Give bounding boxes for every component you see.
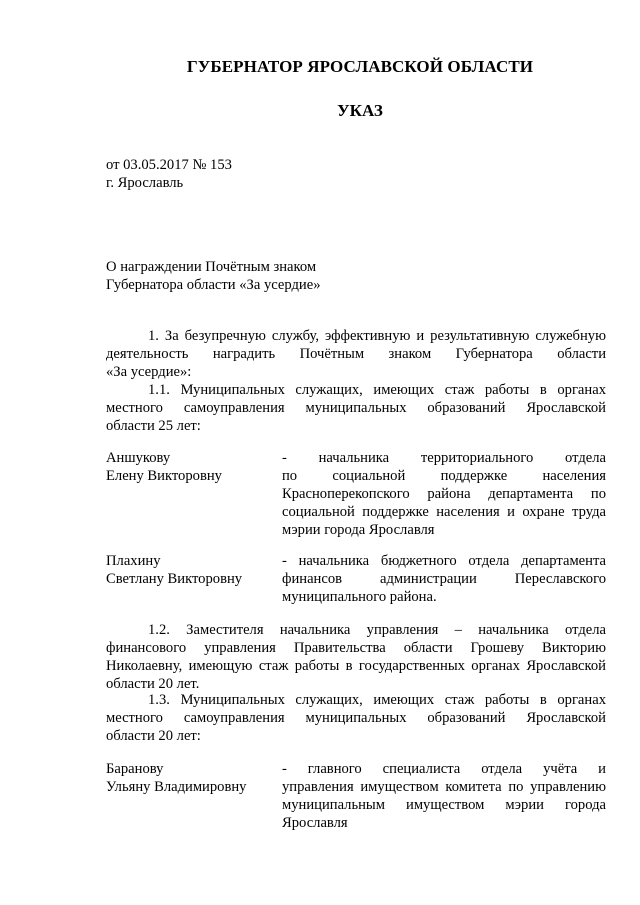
paragraph-line: местного самоуправления муниципальных образований Ярославской bbox=[106, 400, 606, 416]
paragraph-line: области 20 лет: bbox=[106, 728, 201, 744]
awardee-role bbox=[282, 760, 606, 832]
paragraph-line: местного самоуправления муниципальных образований Ярославской bbox=[106, 710, 606, 726]
awardee-role bbox=[282, 552, 606, 606]
role-line: - главного специалиста отдела учёта и bbox=[282, 761, 606, 777]
paragraph-line: 1.3. Муниципальных служащих, имеющих стаж работы в органах bbox=[148, 692, 606, 708]
awardee-surname: Баранову bbox=[106, 761, 164, 777]
awardee-surname: Плахину bbox=[106, 553, 161, 569]
paragraph-line: финансового управления Правительства области Грошеву Викторию bbox=[106, 640, 606, 656]
subject-line-2: Губернатора области «За усердие» bbox=[106, 277, 321, 293]
paragraph-1-3 bbox=[106, 691, 606, 745]
role-line: по социальной поддержке населения bbox=[282, 468, 606, 484]
awardee-given-name: Светлану Викторовну bbox=[106, 571, 243, 587]
paragraph-line: области 25 лет: bbox=[106, 418, 201, 434]
paragraph-line: 1.1. Муниципальных служащих, имеющих стаж работы в органах bbox=[148, 382, 606, 398]
document-subject bbox=[106, 258, 606, 294]
role-line: муниципальным имуществом мэрии города bbox=[282, 797, 606, 813]
role-line: социальной поддержке населения и охране труда bbox=[282, 504, 606, 520]
document-authority: ГУБЕРНАТОР ЯРОСЛАВСКОЙ ОБЛАСТИ bbox=[186, 57, 534, 76]
awardee-role bbox=[282, 449, 606, 539]
role-line: Ярославля bbox=[282, 815, 348, 831]
paragraph-line: 1. За безупречную службу, эффективную и результативную служебную bbox=[148, 328, 606, 344]
paragraph-line: Николаевну, имеющую стаж работы в государственных органах Ярославской bbox=[106, 658, 606, 674]
document-type: УКАЗ bbox=[337, 101, 383, 120]
awardee-name bbox=[106, 552, 276, 588]
document-meta bbox=[106, 156, 606, 192]
role-line: Красноперекопского района департамента по bbox=[282, 486, 606, 502]
date-number: от 03.05.2017 № 153 bbox=[106, 157, 232, 173]
awardee-given-name: Елену Викторовну bbox=[106, 468, 222, 484]
paragraph-line: 1.2. Заместителя начальника управления – начальника отдела bbox=[148, 622, 606, 638]
paragraph-1-2 bbox=[106, 621, 606, 693]
awardee-given-name: Ульяну Владимировну bbox=[106, 779, 247, 795]
paragraph-line: деятельность наградить Почётным знаком Губернатора области bbox=[106, 346, 606, 362]
awardee-name bbox=[106, 760, 276, 796]
role-line: - начальника территориального отдела bbox=[282, 450, 606, 466]
role-line: муниципального района. bbox=[282, 589, 437, 605]
paragraph-1 bbox=[106, 327, 606, 381]
role-line: мэрии города Ярославля bbox=[282, 522, 435, 538]
awardee-surname: Аншукову bbox=[106, 450, 171, 466]
paragraph-line: «За усердие»: bbox=[106, 364, 192, 380]
place: г. Ярославль bbox=[106, 175, 184, 191]
role-line: управления имуществом комитета по управлению bbox=[282, 779, 606, 795]
paragraph-1-1 bbox=[106, 381, 606, 435]
awardee-name bbox=[106, 449, 276, 485]
paragraph-line: области 20 лет. bbox=[106, 676, 200, 692]
role-line: - начальника бюджетного отдела департамента bbox=[282, 553, 606, 569]
role-line: финансов администрации Переславского bbox=[282, 571, 606, 587]
subject-line-1: О награждении Почётным знаком bbox=[106, 259, 317, 275]
